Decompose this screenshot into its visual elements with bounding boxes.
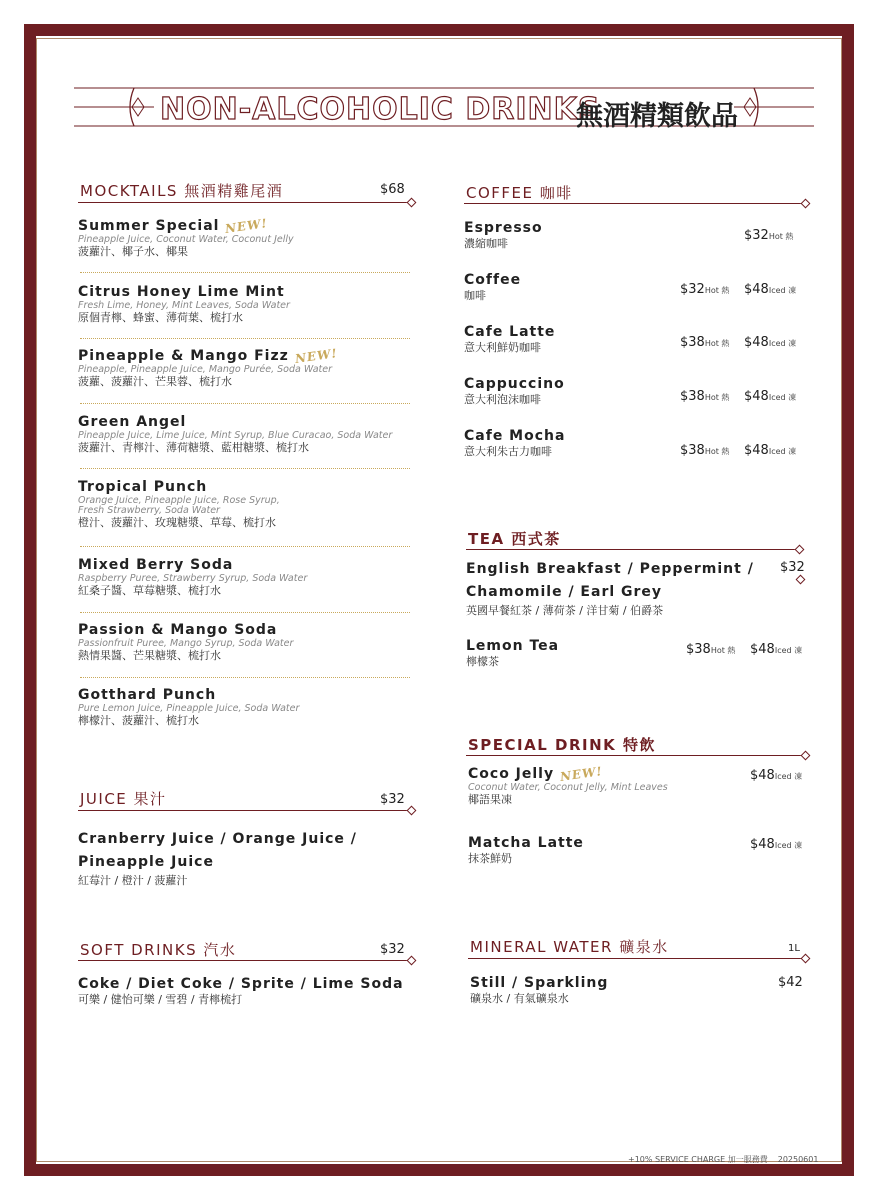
item-cn: 椰語果凍 bbox=[468, 793, 512, 806]
item-cn: 熱情果醬、芒果糖漿、梳打水 bbox=[78, 649, 221, 662]
menu-item bbox=[464, 324, 555, 354]
item-name: Pineapple & Mango Fizz bbox=[78, 348, 289, 364]
dotted-divider bbox=[80, 403, 410, 404]
juice-price: $32 bbox=[380, 792, 405, 807]
dotted-divider bbox=[80, 677, 410, 678]
menu-item bbox=[464, 376, 565, 406]
hot-price: $38Hot 熱 bbox=[680, 443, 730, 458]
item-cn: 菠蘿汁、青檸汁、薄荷糖漿、藍柑糖漿、梳打水 bbox=[78, 441, 309, 454]
item-name: Green Angel bbox=[78, 414, 187, 430]
menu-item bbox=[464, 220, 543, 250]
menu-item bbox=[78, 348, 338, 388]
item-cn: 菠蘿汁、椰子水、椰果 bbox=[78, 245, 188, 258]
item-name: Matcha Latte bbox=[468, 835, 584, 851]
menu-item bbox=[78, 218, 294, 258]
mineral-heading: MINERAL WATER 礦泉水 bbox=[470, 938, 669, 956]
new-badge: NEW! bbox=[224, 216, 270, 236]
item-cn: 紅桑子醬、草莓糖漿、梳打水 bbox=[78, 584, 221, 597]
menu-item bbox=[464, 428, 565, 458]
tea-price: $32 bbox=[780, 560, 805, 575]
section-rule bbox=[464, 203, 804, 204]
dotted-divider bbox=[80, 272, 410, 273]
menu-item bbox=[464, 272, 521, 302]
item-name: Citrus Honey Lime Mint bbox=[78, 284, 285, 300]
soft-drinks-price: $32 bbox=[380, 942, 405, 957]
item-name: English Breakfast / Peppermint / bbox=[466, 561, 754, 577]
menu-item bbox=[78, 479, 280, 529]
page-title-cn: 無酒精類飲品 bbox=[576, 101, 738, 132]
item-ingredients: Pure Lemon Juice, Pineapple Juice, Soda Water bbox=[78, 703, 300, 714]
hot-price: $38Hot 熱 bbox=[680, 389, 730, 404]
item-ingredients: Raspberry Puree, Strawberry Syrup, Soda Water bbox=[78, 573, 308, 584]
dotted-divider bbox=[80, 612, 410, 613]
item-cn: 意大利鮮奶咖啡 bbox=[464, 341, 541, 354]
item-ingredients: Fresh Lime, Honey, Mint Leaves, Soda Water bbox=[78, 300, 290, 311]
item-name: Lemon Tea bbox=[466, 638, 560, 654]
item-name-2: Pineapple Juice bbox=[78, 854, 214, 870]
menu-item bbox=[466, 638, 559, 668]
item-name: Coco Jelly bbox=[468, 766, 555, 782]
menu-code: 20250601 bbox=[777, 1155, 819, 1164]
service-charge: +10% SERVICE CHARGE 加一服務費 bbox=[628, 1155, 768, 1164]
item-name: Still / Sparkling bbox=[470, 975, 609, 991]
footer-note bbox=[628, 1154, 818, 1165]
hot-price: $38Hot 熱 bbox=[680, 335, 730, 350]
section-rule bbox=[466, 549, 798, 550]
menu-item bbox=[78, 828, 357, 887]
item-name: Summer Special bbox=[78, 218, 220, 234]
item-ingredients: Pineapple Juice, Lime Juice, Mint Syrup, Blue Curacao, Soda Water bbox=[78, 430, 393, 441]
item-cn: 檸檬汁、菠蘿汁、梳打水 bbox=[78, 714, 199, 727]
menu-item bbox=[78, 284, 290, 324]
section-rule bbox=[468, 958, 804, 959]
item-ingredients: Pineapple, Pineapple Juice, Mango Purée, Soda Water bbox=[78, 364, 332, 375]
page-title: NON-ALCOHOLIC DRINKS bbox=[160, 92, 601, 127]
item-name: Cafe Mocha bbox=[464, 428, 566, 444]
section-rule bbox=[78, 960, 410, 961]
iced-price: $48Iced 凍 bbox=[744, 443, 797, 458]
item-name: Cranberry Juice / Orange Juice / bbox=[78, 831, 357, 847]
item-name: Tropical Punch bbox=[78, 479, 208, 495]
item-cn: 可樂 / 健怡可樂 / 雪碧 / 青檸梳打 bbox=[78, 993, 243, 1006]
section-rule bbox=[78, 810, 410, 811]
item-name: Passion & Mango Soda bbox=[78, 622, 278, 638]
item-cn: 咖啡 bbox=[464, 289, 486, 302]
mocktails-price: $68 bbox=[380, 182, 405, 197]
item-cn: 意大利朱古力咖啡 bbox=[464, 445, 552, 458]
mineral-size: 1L bbox=[788, 943, 800, 954]
section-rule bbox=[78, 202, 410, 203]
item-name-2: Chamomile / Earl Grey bbox=[466, 584, 663, 600]
item-ingredients: Orange Juice, Pineapple Juice, Rose Syrup, bbox=[78, 495, 280, 506]
mocktails-heading: MOCKTAILS 無酒精雞尾酒 bbox=[80, 182, 284, 200]
item-cn: 菠蘿、菠蘿汁、芒果蓉、梳打水 bbox=[78, 375, 232, 388]
menu-item bbox=[468, 835, 584, 865]
hot-price: $38Hot 熱 bbox=[686, 642, 736, 657]
item-cn: 抹茶鮮奶 bbox=[468, 852, 512, 865]
item-cn: 檸檬茶 bbox=[466, 655, 499, 668]
iced-price: $48Iced 凍 bbox=[750, 768, 803, 783]
menu-item bbox=[78, 687, 299, 727]
item-cn: 原個青檸、蜂蜜、薄荷葉、梳打水 bbox=[78, 311, 243, 324]
item-cn: 濃縮咖啡 bbox=[464, 237, 508, 250]
dotted-divider bbox=[80, 468, 410, 469]
menu-item bbox=[470, 975, 608, 1005]
menu-item bbox=[78, 557, 307, 597]
item-name: Espresso bbox=[464, 220, 543, 236]
item-ingredients: Coconut Water, Coconut Jelly, Mint Leaves bbox=[468, 782, 668, 793]
item-name: Cappuccino bbox=[464, 376, 565, 392]
hot-price: $32Hot 熱 bbox=[744, 228, 794, 243]
item-ingredients-2: Fresh Strawberry, Soda Water bbox=[78, 505, 220, 516]
soft-drinks-heading: SOFT DRINKS 汽水 bbox=[80, 941, 237, 959]
menu-item bbox=[78, 414, 392, 454]
iced-price: $48Iced 凍 bbox=[744, 282, 797, 297]
menu-item bbox=[466, 558, 754, 617]
item-name: Mixed Berry Soda bbox=[78, 557, 234, 573]
item-name: Gotthard Punch bbox=[78, 687, 217, 703]
new-badge: NEW! bbox=[559, 764, 604, 784]
item-ingredients: Pineapple Juice, Coconut Water, Coconut Jelly bbox=[78, 234, 294, 245]
menu-item bbox=[78, 976, 404, 1006]
item-name: Coffee bbox=[464, 272, 522, 288]
menu-item bbox=[78, 622, 293, 662]
new-badge: NEW! bbox=[293, 346, 339, 366]
juice-heading: JUICE 果汁 bbox=[80, 790, 167, 808]
coffee-heading: COFFEE 咖啡 bbox=[466, 184, 573, 202]
hot-price: $32Hot 熱 bbox=[680, 282, 730, 297]
item-cn: 礦泉水 / 有氣礦泉水 bbox=[470, 992, 569, 1005]
iced-price: $48Iced 凍 bbox=[744, 389, 797, 404]
item-cn: 橙汁、菠蘿汁、玫瑰糖漿、草莓、梳打水 bbox=[78, 516, 276, 529]
item-cn: 英國早餐紅茶 / 薄荷茶 / 洋甘菊 / 伯爵茶 bbox=[466, 604, 664, 617]
item-ingredients: Passionfruit Puree, Mango Syrup, Soda Water bbox=[78, 638, 294, 649]
item-cn: 意大利泡沫咖啡 bbox=[464, 393, 541, 406]
item-cn: 紅莓汁 / 橙汁 / 菠蘿汁 bbox=[78, 874, 188, 887]
iced-price: $48Iced 凍 bbox=[750, 642, 803, 657]
dotted-divider bbox=[80, 546, 410, 547]
special-heading: SPECIAL DRINK 特飲 bbox=[468, 736, 657, 754]
mineral-price: $42 bbox=[778, 975, 803, 990]
item-name: Coke / Diet Coke / Sprite / Lime Soda bbox=[78, 976, 404, 992]
menu-item bbox=[468, 766, 668, 806]
tea-heading: TEA 西式茶 bbox=[468, 530, 561, 548]
iced-price: $48Iced 凍 bbox=[744, 335, 797, 350]
section-rule bbox=[466, 755, 804, 756]
dotted-divider bbox=[80, 338, 410, 339]
item-name: Cafe Latte bbox=[464, 324, 556, 340]
iced-price: $48Iced 凍 bbox=[750, 837, 803, 852]
